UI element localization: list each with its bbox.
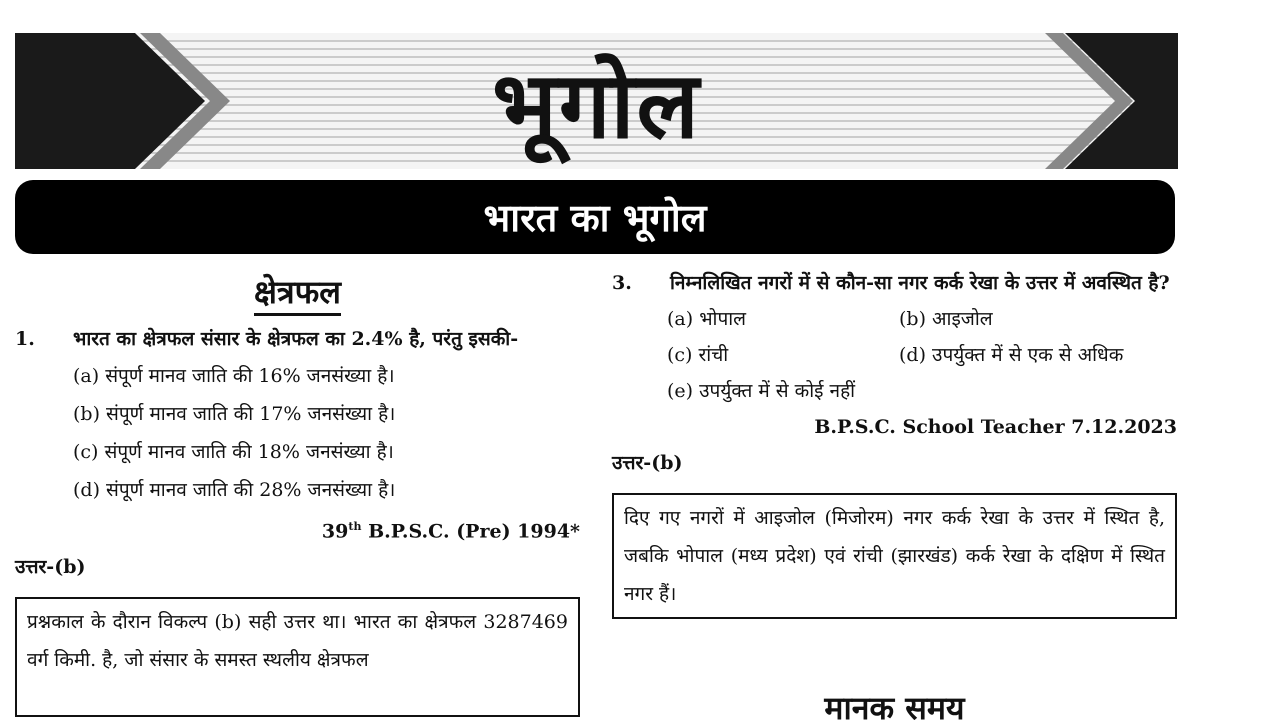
exam-ordinal: th <box>348 520 362 533</box>
explanation-box <box>15 597 580 717</box>
option-c: (c) रांची <box>667 344 729 366</box>
answer-label: उत्तर-(b) <box>15 556 86 579</box>
chapter-banner <box>15 33 1178 169</box>
explanation-text: दिए गए नगरों में आइजोल (मिजोरम) नगर कर्क रेखा के उत्तर में स्थित है, जबकि भोपाल (मध्य प्रदेश) एवं रांची (झारखंड) कर्क रेखा के दक्षिण में स्थित नगर हैं। <box>624 507 1165 605</box>
explanation-text: प्रश्नकाल के दौरान विकल्प (b) सही उत्तर था। भारत का क्षेत्रफल 3287469 वर्ग किमी. है, जो संसार के समस्त स्थलीय क्षेत्रफल <box>27 611 568 672</box>
option-a: (a) भोपाल <box>667 308 747 330</box>
option-b: (b) संपूर्ण मानव जाति की 17% जनसंख्या है। <box>73 403 396 425</box>
option-d: (d) उपर्युक्त में से एक से अधिक <box>899 344 1124 366</box>
section-title-bar <box>15 180 1175 254</box>
exam-name: B.P.S.C. (Pre) 1994* <box>361 520 580 543</box>
option-a: (a) संपूर्ण मानव जाति की 16% जनसंख्या है। <box>73 365 395 387</box>
left-column <box>15 270 580 717</box>
topic-heading-area <box>15 270 580 313</box>
section-title: भारत का भूगोल <box>483 196 707 240</box>
question-text: निम्नलिखित नगरों में से कौन-सा नगर कर्क रेखा के उत्तर में अवस्थित है? <box>670 272 1170 294</box>
question-number: 3. <box>612 272 632 294</box>
next-topic-heading: मानक समय <box>824 689 965 720</box>
question-3 <box>612 265 1177 301</box>
exam-reference <box>15 509 580 549</box>
explanation-box <box>612 493 1177 619</box>
option-c: (c) संपूर्ण मानव जाति की 18% जनसंख्या है। <box>73 441 394 463</box>
option-e: (e) उपर्युक्त में से कोई नहीं <box>667 380 856 402</box>
exam-reference: B.P.S.C. School Teacher 7.12.2023 <box>814 416 1177 438</box>
chapter-title: भूगोल <box>492 51 701 159</box>
question-number: 1. <box>15 328 35 350</box>
option-d: (d) संपूर्ण मानव जाति की 28% जनसंख्या है। <box>73 479 396 501</box>
right-column <box>612 265 1177 619</box>
question-1 <box>15 321 580 357</box>
question-text: भारत का क्षेत्रफल संसार के क्षेत्रफल का 2.4% है, परंतु इसकी- <box>73 328 519 350</box>
topic-heading-text: क्षेत्रफल <box>254 273 341 316</box>
exam-number: 39 <box>321 520 349 543</box>
answer-label: उत्तर-(b) <box>612 452 683 474</box>
option-b: (b) आइजोल <box>899 308 993 330</box>
options-grid <box>612 301 1177 409</box>
